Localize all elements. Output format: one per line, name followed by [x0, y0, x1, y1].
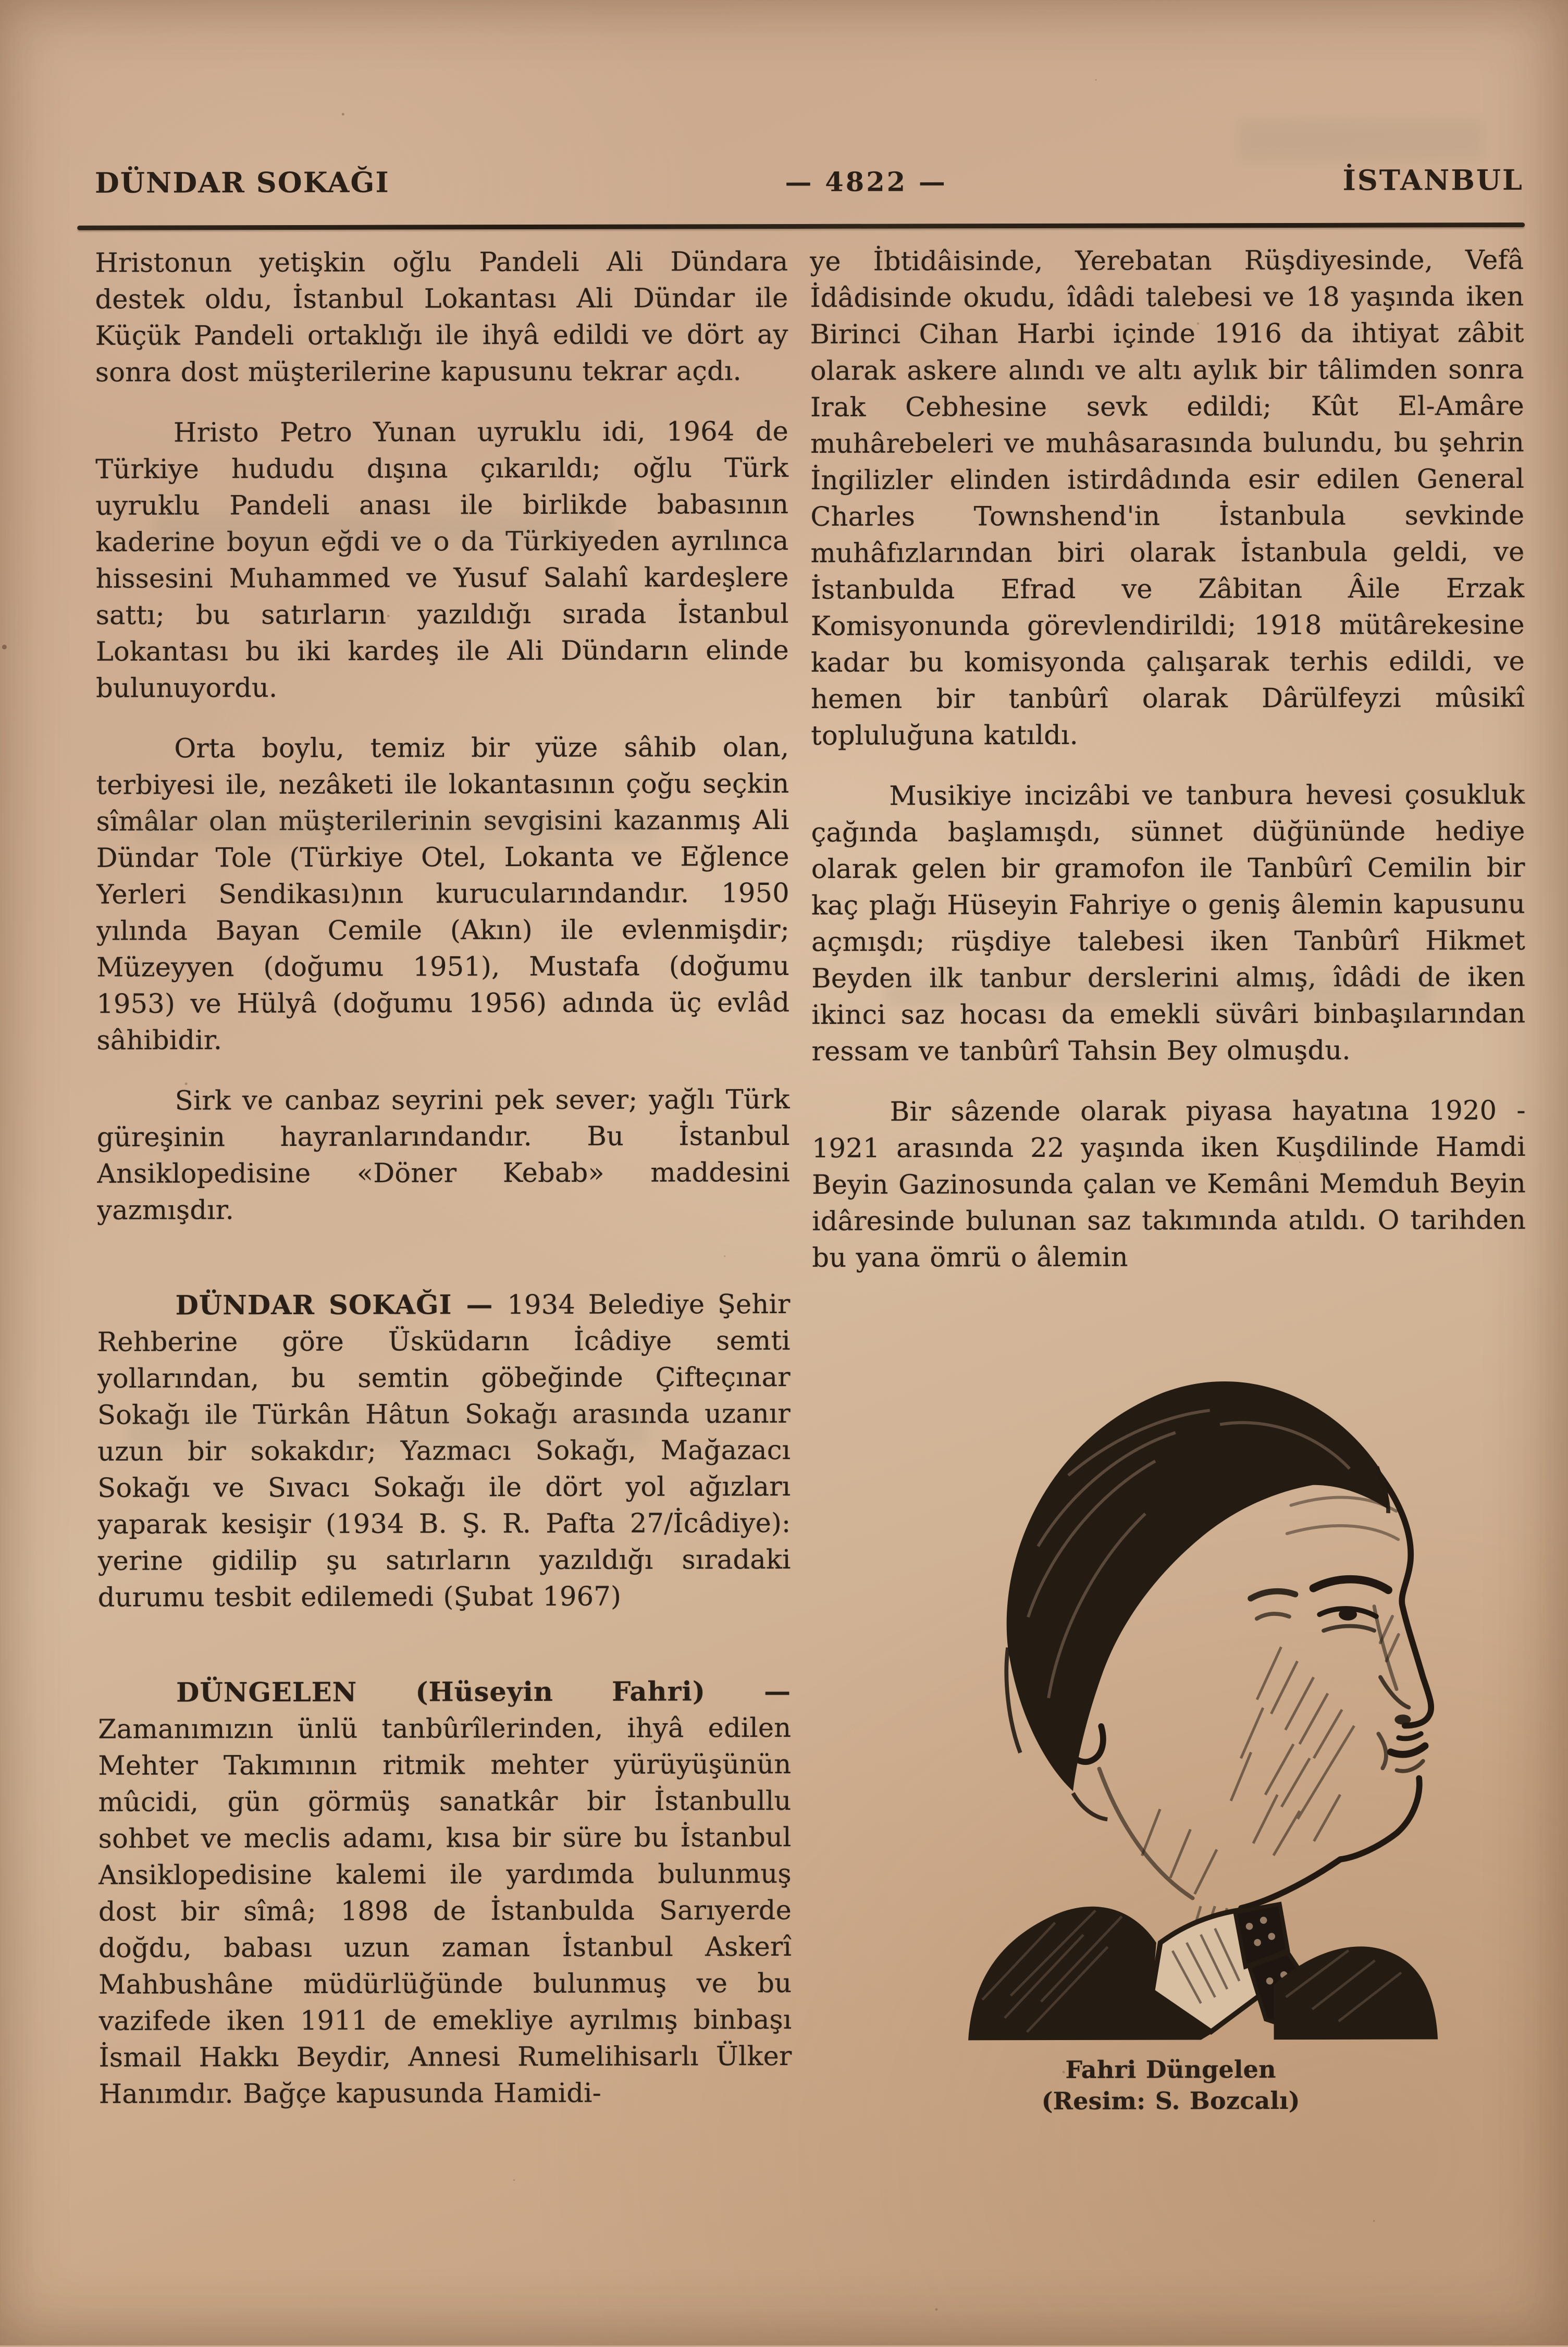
left-column	[95, 244, 792, 2327]
paragraph: Musikiye incizâbi ve tanbura hevesi çosukluk çağında başlamışdı, sünnet düğününde hediye olarak gelen bir gramofon ile Tanbûrî Cemilin bir kaç plağı Hüseyin Fahriye o geniş âlemin kapusunu açmışdı; rüşdiye talebesi iken Tanbûrî Hikmet Beyden ilk tanbur derslerini almış, îdâdi de iken ikinci saz hocası da emekli süvâri binbaşılarından ressam ve tanbûrî Tahsin Bey olmuşdu.	[811, 777, 1525, 1070]
entry-paragraph: DÜNGELEN (Hüseyin Fahri) — Zamanımızın ünlü tanbûrîlerinden, ihyâ edilen Mehter Takımının ritmik mehter yürüyüşünün mûcidi, gün görmüş sanatkâr bir İstanbullu sohbet ve meclis adamı, kısa bir süre bu İstanbul Ansiklopedisine kalemi ile yardımda bulunmuş dost bir sîmâ; 1898 de İstanbulda Sarıyerde doğdu, babası uzun zaman İstanbul Askerî Mahbushâne müdürlüğünde bulunmuş ve bu vazifede iken 1911 de emekliye ayrılmış binbaşı İsmail Hakkı Beydir, Annesi Rumelihisarlı Ülker Hanımdır. Bağçe kapusunda Hamidi-	[98, 1673, 792, 2113]
header-rule	[77, 223, 1525, 230]
running-title-right: İSTANBUL	[1342, 163, 1524, 197]
paragraph: Orta boylu, temiz bir yüze sâhib olan, terbiyesi ile, nezâketi ile lokantasının çoğu seçkin sîmâlar olan müşterilerinin sevgisini kazanmış Ali Dündar Tole (Türkiye Otel, Lokanta ve Eğlence Yerleri Sendikası)nın kurucularındandır. 1950 yılında Bayan Cemile (Akın) ile evlenmişdir; Müzeyyen (doğumu 1951), Mustafa (doğumu 1953) ve Hülyâ (doğumu 1956) adında üç evlâd sâhibidir.	[96, 730, 789, 1059]
paragraph: ye İbtidâisinde, Yerebatan Rüşdiyesinde, Vefâ İdâdisinde okudu, îdâdi talebesi ve 18 yaşında iken Birinci Cihan Harbi içinde 1916 da ihtiyat zâbit olarak askere alındı ve altı aylık bir tâlimden sonra Irak Cebhesine sevk edildi; Kût El-Amâre muhârebeleri ve muhâsarasında bulundu, bu şehrin İngilizler elinden istirdâdında esir edilen General Charles Townshend'in İstanbula sevkinde muhâfızlarından biri olarak İstanbula geldi, ve İstanbulda Efrad ve Zâbitan Âile Erzak Komisyonunda görevlendirildi; 1918 mütârekesine kadar bu komisyonda çalışarak terhis edildi, ve hemen bir tanbûrî olarak Dârülfeyzi mûsikî topluluğuna katıldı.	[810, 242, 1525, 755]
figure-caption-name: Fahri Düngelen	[814, 2053, 1528, 2086]
paragraph: Hristo Petro Yunan uyruklu idi, 1964 de Türkiye hududu dışına çıkarıldı; oğlu Türk uyruklu Pandeli anası ile birlikde babasının kaderine boyun eğdi ve o da Türkiyeden ayrılınca hissesini Muhammed ve Yusuf Salahî kardeşlere sattı; bu satırların yazıldığı sırada İstanbul Lokantası bu iki kardeş ile Ali Dündarın elinde bulunuyordu.	[95, 414, 789, 707]
page-header	[95, 163, 1524, 200]
entry-title: DÜNDAR SOKAĞI —	[175, 1289, 507, 1321]
paragraph: Bir sâzende olarak piyasa hayatına 1920 - 1921 arasında 22 yaşında iken Kuşdilinde Hamdi Beyin Gazinosunda çalan ve Kemâni Memduh Beyin idâresinde bulunan saz takımında atıldı. O tarihden bu yana ömrü o âlemin	[812, 1093, 1526, 1277]
running-title-left: DÜNDAR SOKAĞI	[95, 166, 390, 200]
portrait-figure	[812, 1343, 1528, 2117]
jacket-right	[1274, 1946, 1438, 2040]
figure-caption-credit: (Resim: S. Bozcalı)	[814, 2084, 1528, 2117]
text-columns	[95, 242, 1528, 2327]
page-number: — 4822 —	[785, 166, 947, 198]
entry-paragraph: DÜNDAR SOKAĞI — 1934 Belediye Şehir Rehberine göre Üsküdarın İcâdiye semti yollarından, bu semtin göbeğinde Çifteçınar Sokağı ile Türkân Hâtun Sokağı arasında uzanır uzun bir sokakdır; Yazmacı Sokağı, Mağazacı Sokağı ve Sıvacı Sokağı ile dört yol ağızları yaparak kesişir (1934 B. Ş. R. Pafta 27/İcâdiye): yerine gidilip şu satırların yazıldığı sıradaki durumu tesbit edilemedi (Şubat 1967)	[97, 1286, 791, 1616]
paragraph: Hristonun yetişkin oğlu Pandeli Ali Dündara destek oldu, İstanbul Lokantası Ali Dündar ile Küçük Pandeli ortaklığı ile ihyâ edildi ve dört ay sonra dost müşterilerine kapusunu tekrar açdı.	[95, 244, 788, 391]
right-column	[810, 242, 1528, 2326]
entry-title: DÜNGELEN (Hüseyin Fahri) —	[176, 1676, 791, 1708]
portrait-illustration	[849, 1343, 1491, 2043]
ink-bleed-smudge	[1238, 120, 1483, 161]
paragraph: Sirk ve canbaz seyrini pek sever; yağlı Türk güreşinin hayranlarındandır. Bu İstanbul Ansiklopedisine «Döner Kebab» maddesini yazmışdır.	[97, 1082, 791, 1229]
